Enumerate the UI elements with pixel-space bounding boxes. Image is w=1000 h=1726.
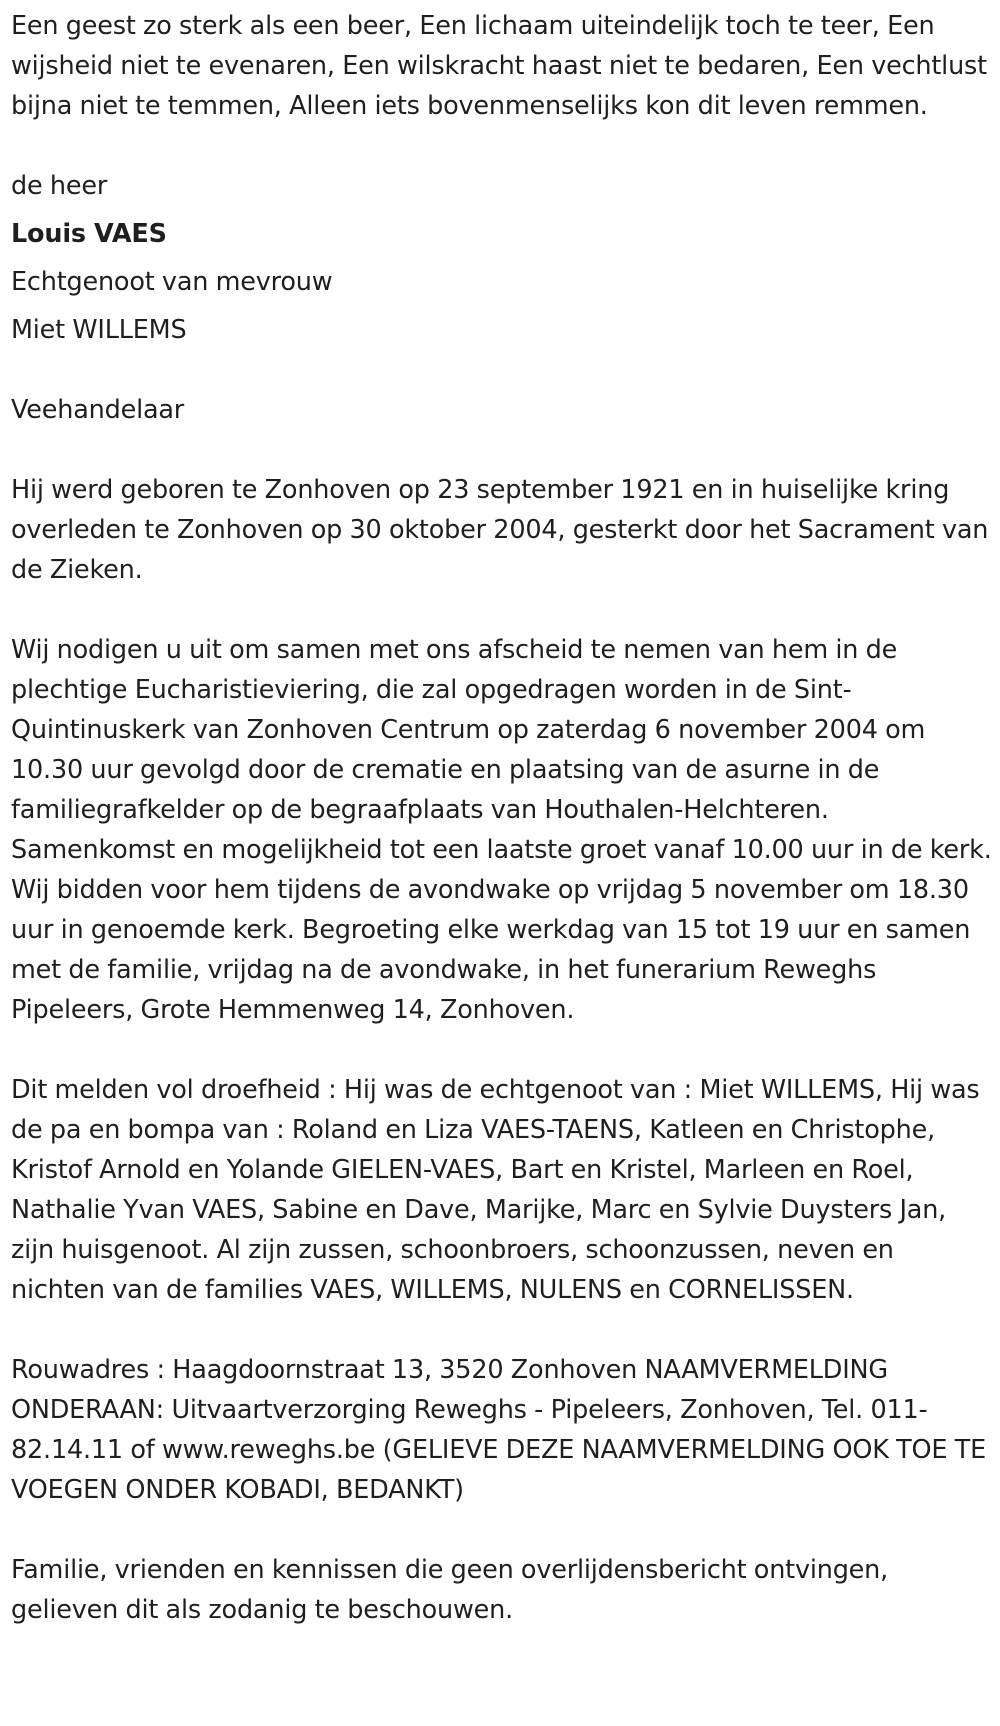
deceased-name: Louis VAES xyxy=(11,219,167,249)
spouse-name: Miet WILLEMS xyxy=(11,315,187,345)
poem-paragraph: Een geest zo sterk als een beer, Een lichaam uiteindelijk toch te teer, Een wijsheid niet te evenaren, Een wilskracht haast niet te bedaren, Een vechtlust bijna niet te temmen, Alleen iets bovenmenselijks kon dit leven remmen. xyxy=(11,11,987,121)
deceased-title: de heer xyxy=(11,171,108,201)
address-paragraph: Rouwadres : Haagdoornstraat 13, 3520 Zonhoven NAAMVERMELDING ONDERAAN: Uitvaartverzorging Reweghs - Pipeleers, Zonhoven, Tel. 011-82.14.11 of www.reweghs.be (GELIEVE DEZE NAAMVERMELDING OOK TOE TE VOEGEN ONDER KOBADI, BEDANKT) xyxy=(11,1355,986,1505)
closing-paragraph: Familie, vrienden en kennissen die geen overlijdensbericht ontvingen, gelieven dit als zodanig te beschouwen. xyxy=(11,1555,889,1625)
spouse-label: Echtgenoot van mevrouw xyxy=(11,267,333,297)
obituary-document xyxy=(11,6,993,1670)
ceremony-paragraph: Wij nodigen u uit om samen met ons afscheid te nemen van hem in de plechtige Eucharistieviering, die zal opgedragen worden in de Sint-Quintinuskerk van Zonhoven Centrum op zaterdag 6 november 2004 om 10.30 uur gevolgd door de crematie en plaatsing van de asurne in de familiegrafkelder op de begraafplaats van Houthalen-Helchteren. Samenkomst en mogelijkheid tot een laatste groet vanaf 10.00 uur in de kerk. Wij bidden voor hem tijdens de avondwake op vrijdag 5 november om 18.30 uur in genoemde kerk. Begroeting elke werkdag van 15 tot 19 uur en samen met de familie, vrijdag na de avondwake, in het funerarium Reweghs Pipeleers, Grote Hemmenweg 14, Zonhoven. xyxy=(11,635,992,1025)
family-paragraph: Dit melden vol droefheid : Hij was de echtgenoot van : Miet WILLEMS, Hij was de pa en bompa van : Roland en Liza VAES-TAENS, Katleen en Christophe, Kristof Arnold en Yolande GIELEN-VAES, Bart en Kristel, Marleen en Roel, Nathalie Yvan VAES, Sabine en Dave, Marijke, Marc en Sylvie Duysters Jan, zijn huisgenoot. Al zijn zussen, schoonbroers, schoonzussen, neven en nichten van de families VAES, WILLEMS, NULENS en CORNELISSEN. xyxy=(11,1075,980,1305)
occupation: Veehandelaar xyxy=(11,395,185,425)
birth-death-paragraph: Hij werd geboren te Zonhoven op 23 september 1921 en in huiselijke kring overleden te Zonhoven op 30 oktober 2004, gesterkt door het Sacrament van de Zieken. xyxy=(11,475,989,585)
